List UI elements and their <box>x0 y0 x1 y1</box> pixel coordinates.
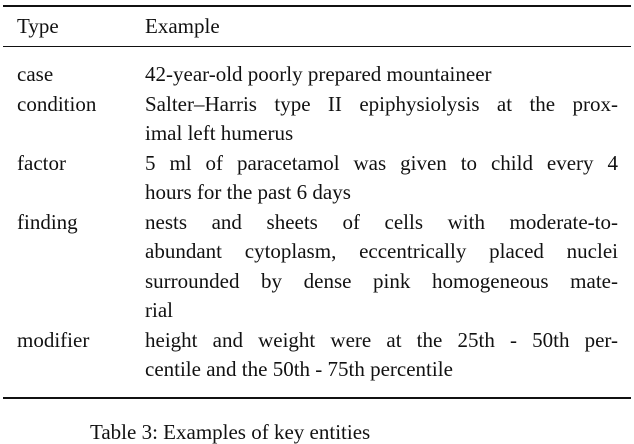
table-caption: Table 3: Examples of key entities <box>90 420 371 444</box>
row-type: condition <box>17 91 97 116</box>
row-type: modifier <box>17 327 90 352</box>
row-type: case <box>17 62 54 86</box>
example-line: height and weight were at the 25th - 50th per- <box>145 327 618 352</box>
header-example: Example <box>145 14 220 38</box>
row-example <box>145 208 618 326</box>
example-line: hours for the past 6 days <box>145 180 351 204</box>
table-header-rule <box>3 46 631 47</box>
table-bottom-rule <box>3 397 631 399</box>
row-example <box>145 60 618 90</box>
table-row-modifier <box>0 326 634 385</box>
example-line: 5 ml of paracetamol was given to child every 4 <box>145 150 618 175</box>
row-example <box>145 90 618 149</box>
example-line: imal left humerus <box>145 121 294 145</box>
example-line: surrounded by dense pink homogeneous mate- <box>145 268 618 293</box>
row-type: finding <box>17 209 78 234</box>
example-line: abundant cytoplasm, eccentrically placed nuclei <box>145 239 618 263</box>
row-type: factor <box>17 150 66 175</box>
example-line: rial <box>145 298 173 322</box>
table-row-case <box>0 60 634 90</box>
table-body <box>0 60 634 385</box>
table-row-finding <box>0 208 634 326</box>
example-line: 42-year-old poorly prepared mountaineer <box>145 62 492 86</box>
header-type: Type <box>17 14 59 38</box>
row-example <box>145 326 618 385</box>
table-row-factor <box>0 149 634 208</box>
example-line: Salter–Harris type II epiphysiolysis at the prox- <box>145 91 618 116</box>
table-top-rule <box>3 5 631 7</box>
row-example <box>145 149 618 208</box>
example-line: nests and sheets of cells with moderate-to- <box>145 209 618 234</box>
example-line: centile and the 50th - 75th percentile <box>145 357 453 381</box>
table-row-condition <box>0 90 634 149</box>
